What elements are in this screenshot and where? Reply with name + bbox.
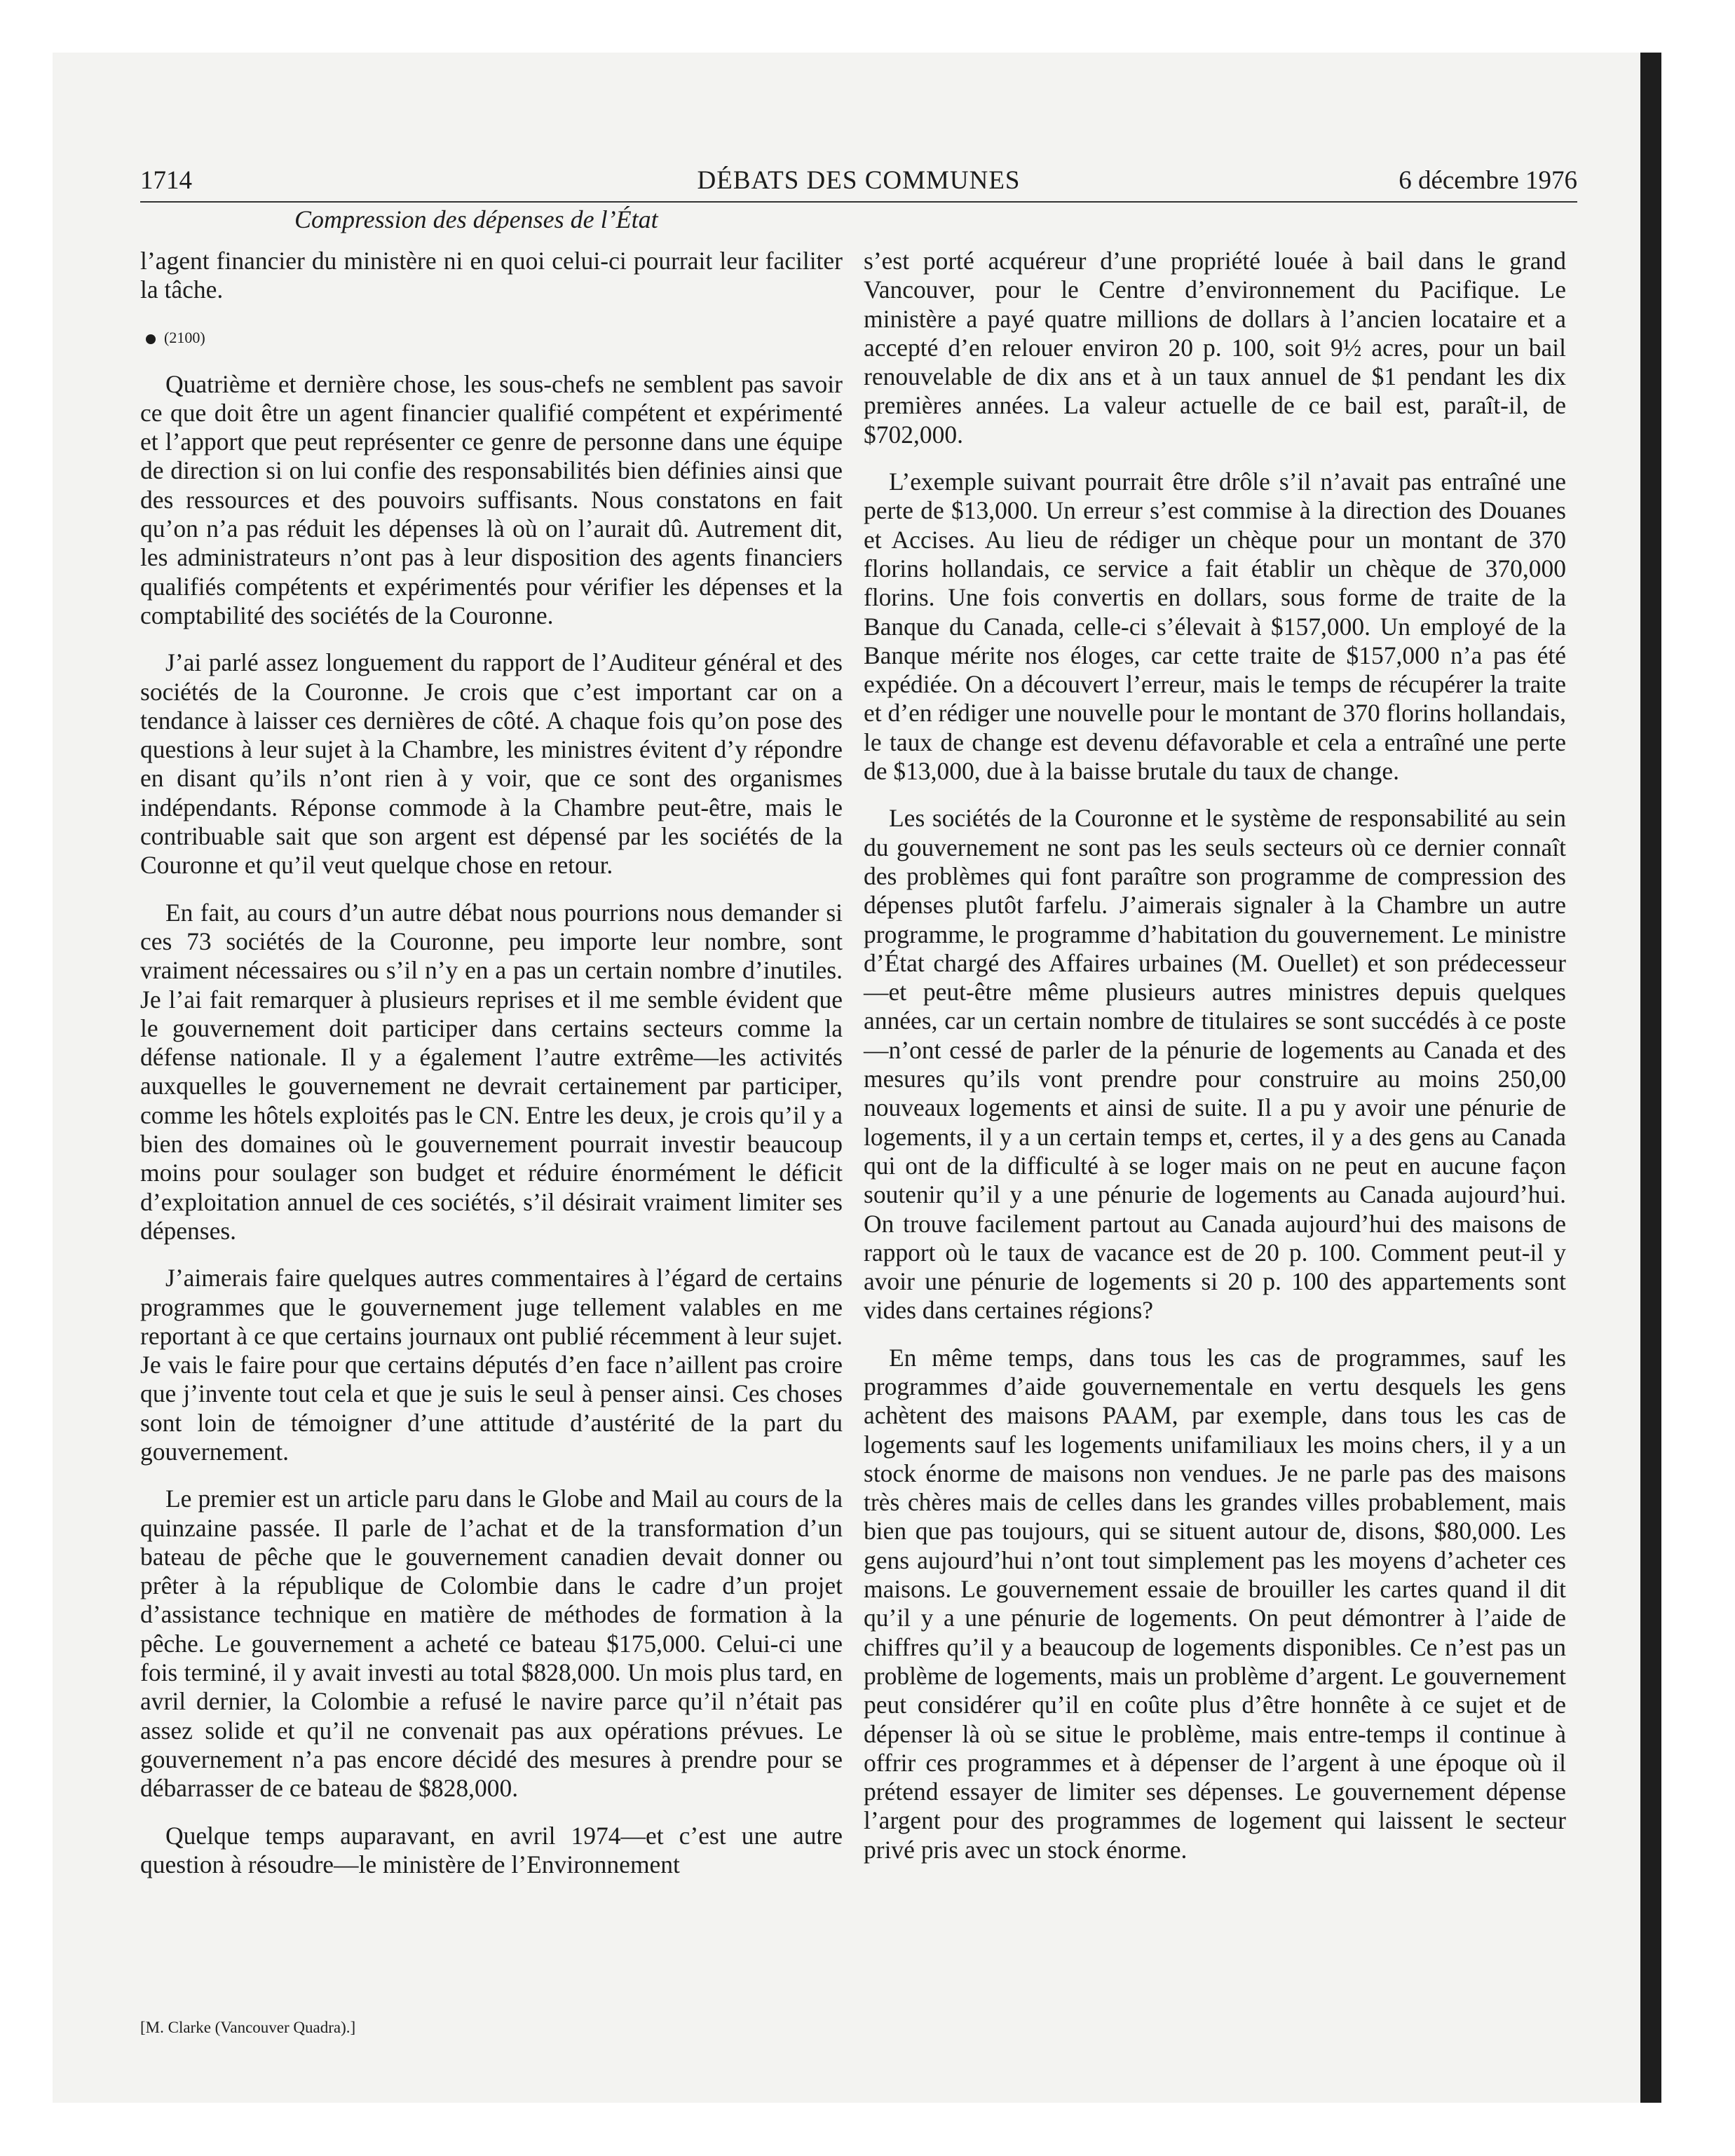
paragraph: s’est porté acquéreur d’une propriété louée à bail dans le grand Vancouver, pour le Centre d’environnement du Pacifique. Le ministère a payé quatre millions de dollars à l’ancien locataire et a accepté d’en relouer environ 20 p. 100, soit 9½ acres, pour un bail renouvelable de dix ans et à un taux annuel de $1 pendant les dix premières années. La valeur actuelle de ce bail est, paraît-il, de $702,000.: [864, 247, 1566, 449]
scan-edge-bar: [1640, 53, 1661, 2103]
paragraph: J’ai parlé assez longuement du rapport de l’Auditeur général et des sociétés de la Couronne. Je crois que c’est important car on a tendance à laisser ces dernières de côté. A chaque fois qu’on pose des questions à leur sujet à la Chambre, les ministres évitent d’y répondre en disant qu’ils n’ont rien à y voir, que ce sont des organismes indépendants. Réponse commode à la Chambre peut-être, mais le contribuable sait que son argent est dépensé par les sociétés de la Couronne et qu’il veut quelque chose en retour.: [140, 648, 843, 880]
right-column: [864, 247, 1566, 1883]
paragraph: Quelque temps auparavant, en avril 1974—et c’est une autre question à résoudre—le ministère de l’Environnement: [140, 1821, 843, 1878]
publication-title: DÉBATS DES COMMUNES: [697, 166, 1021, 195]
paragraph: En même temps, dans tous les cas de programmes, sauf les programmes d’aide gouvernementale en vertu desquels les gens achètent des maisons PAAM, par exemple, dans tous les cas de logements sauf les logements unifamiliaux les moins chers, il y a un stock énorme de maisons non vendues. Je ne parle pas des maisons très chères mais de celles dans les grandes villes probablement, mais bien que pas toujours, qui se situent autour de, disons, $80,000. Les gens aujourd’hui n’ont tout simplement pas les moyens d’acheter ces maisons. Le gouvernement essaie de brouiller les cartes quand il dit qu’il y a une pénurie de logements. On peut démontrer à l’aide de chiffres qu’il y a beaucoup de logements disponibles. Ce n’est pas un problème de logements, mais un problème d’argent. Le gouvernement peut considérer qu’il en coûte plus d’être honnête à ce sujet et de dépenser là où se situe le problème, mais entre-temps il continue à offrir ces programmes et à dépenser de l’argent à une époque où il prétend essayer de limiter ses dépenses. Le gouvernement dépense l’argent pour des programmes de logement qui laissent le secteur privé pris avec un stock énorme.: [864, 1343, 1566, 1864]
speaker-footnote: [M. Clarke (Vancouver Quadra).]: [140, 2019, 356, 2036]
paragraph: Le premier est un article paru dans le Globe and Mail au cours de la quinzaine passée. Il parle de l’achat et de la transformation d’un bateau de pêche que le gouvernement canadien devait donner ou prêter à la république de Colombie dans le cadre d’un projet d’assistance technique en matière de méthodes de formation à la pêche. Le gouvernement a acheté ce bateau $175,000. Celui-ci une fois terminé, il y avait investi au total $828,000. Un mois plus tard, en avril dernier, la Colombie a refusé le navire parce qu’il n’était pas assez solide et qu’il ne convenait pas aux opérations prévues. Le gouvernement n’a pas encore décidé des mesures à prendre pour se débarrasser de ce bateau de $828,000.: [140, 1485, 843, 1803]
paragraph: L’exemple suivant pourrait être drôle s’il n’avait pas entraîné une perte de $13,000. Un erreur s’est commise à la direction des Douanes et Accises. Au lieu de rédiger un chèque pour un montant de 370 florins hollandais, ce service a fait établir un chèque de 370,000 florins. Une fois convertis en dollars, sous forme de traite de la Banque du Canada, celle-ci s’élevait à $157,000. Un employé de la Banque mérite nos éloges, car cette traite de $157,000 n’a pas été expédiée. On a découvert l’erreur, mais le temps de récupérer la traite et d’en rédiger une nouvelle pour le montant de 370 florins hollandais, le taux de change est devenu défavorable et cela a entraîné une perte de $13,000, due à la baisse brutale du taux de change.: [864, 468, 1566, 786]
paragraph: l’agent financier du ministère ni en quoi celui-ci pourrait leur faciliter la tâche.: [140, 247, 843, 304]
publication-date: 6 décembre 1976: [1399, 166, 1577, 195]
paragraph: J’aimerais faire quelques autres commentaires à l’égard de certains programmes que le gouvernement juge tellement valables en me reportant à ce que certains journaux ont publié récemment à leur sujet. Je vais le faire pour que certains députés d’en face n’aillent pas croire que j’invente tout cela et que je suis le seul à penser ainsi. Ces choses sont loin de témoigner d’une attitude d’austérité de la part du gouvernement.: [140, 1264, 843, 1466]
paragraph: Quatrième et dernière chose, les sous-chefs ne semblent pas savoir ce que doit être un agent financier qualifié compétent et expérimenté et l’apport que peut représenter ce genre de personne dans une équipe de direction si on lui confie des responsabilités bien définies ainsi que des ressources et des pouvoirs suffisants. Nous constatons en fait qu’on n’a pas réduit les dépenses là où on l’aurait dû. Autrement dit, les administrateurs n’ont pas à leur disposition des agents financiers qualifiés compétents et expérimentés pour vérifier les dépenses et la comptabilité des sociétés de la Couronne.: [140, 369, 843, 629]
section-subheading: Compression des dépenses de l’État: [294, 205, 658, 233]
page-number: 1714: [140, 166, 192, 195]
time-marker: [140, 323, 843, 352]
time-marker-label: (2100): [164, 328, 205, 346]
bullet-icon: [146, 334, 156, 344]
paragraph: En fait, au cours d’un autre débat nous pourrions nous demander si ces 73 sociétés de la Couronne, peu importe leur nombre, sont vraiment nécessaires ou s’il n’y en a pas un certain nombre d’inutiles. Je l’ai fait remarquer à plusieurs reprises et il me semble évident que le gouvernement doit participer dans certains secteurs comme la défense nationale. Il y a également l’autre extrême—les activités auxquelles le gouvernement ne devrait certainement par participer, comme les hôtels exploités pas le CN. Entre les deux, je crois qu’il y a bien des domaines où le gouvernement pourrait investir beaucoup moins pour soulager son budget et réduire énormément le déficit d’exploitation annuel de ces sociétés, s’il désirait vraiment limiter ses dépenses.: [140, 898, 843, 1245]
left-column: [140, 247, 843, 1897]
paragraph: Les sociétés de la Couronne et le système de responsabilité au sein du gouvernement ne sont pas les seuls secteurs où ce dernier connaît des problèmes qui font paraître son programme de compression des dépenses plutôt farfelu. J’aimerais signaler à la Chambre un autre programme, le programme d’habitation du gouvernement. Le ministre d’État chargé des Affaires urbaines (M. Ouellet) et son prédecesseur—et peut-être même plusieurs autres ministres depuis quelques années, car un certain nombre de titulaires se sont succédés à ce poste—n’ont cessé de parler de la pénurie de logements au Canada et des mesures qu’ils vont prendre pour construire au moins 250,00 nouveaux logements et ainsi de suite. Il a pu y avoir une pénurie de logements, il y a un certain temps et, certes, il y a des gens au Canada qui ont de la difficulté à se loger mais on ne peut en aucune façon soutenir qu’il y a une pénurie de logements au Canada aujourd’hui. On trouve facilement partout au Canada aujourd’hui des maisons de rapport où le taux de vacance est de 20 p. 100. Comment peut-il y avoir une pénurie de logements si 20 p. 100 des appartements sont vides dans certaines régions?: [864, 804, 1566, 1325]
page-header: [140, 158, 1577, 203]
